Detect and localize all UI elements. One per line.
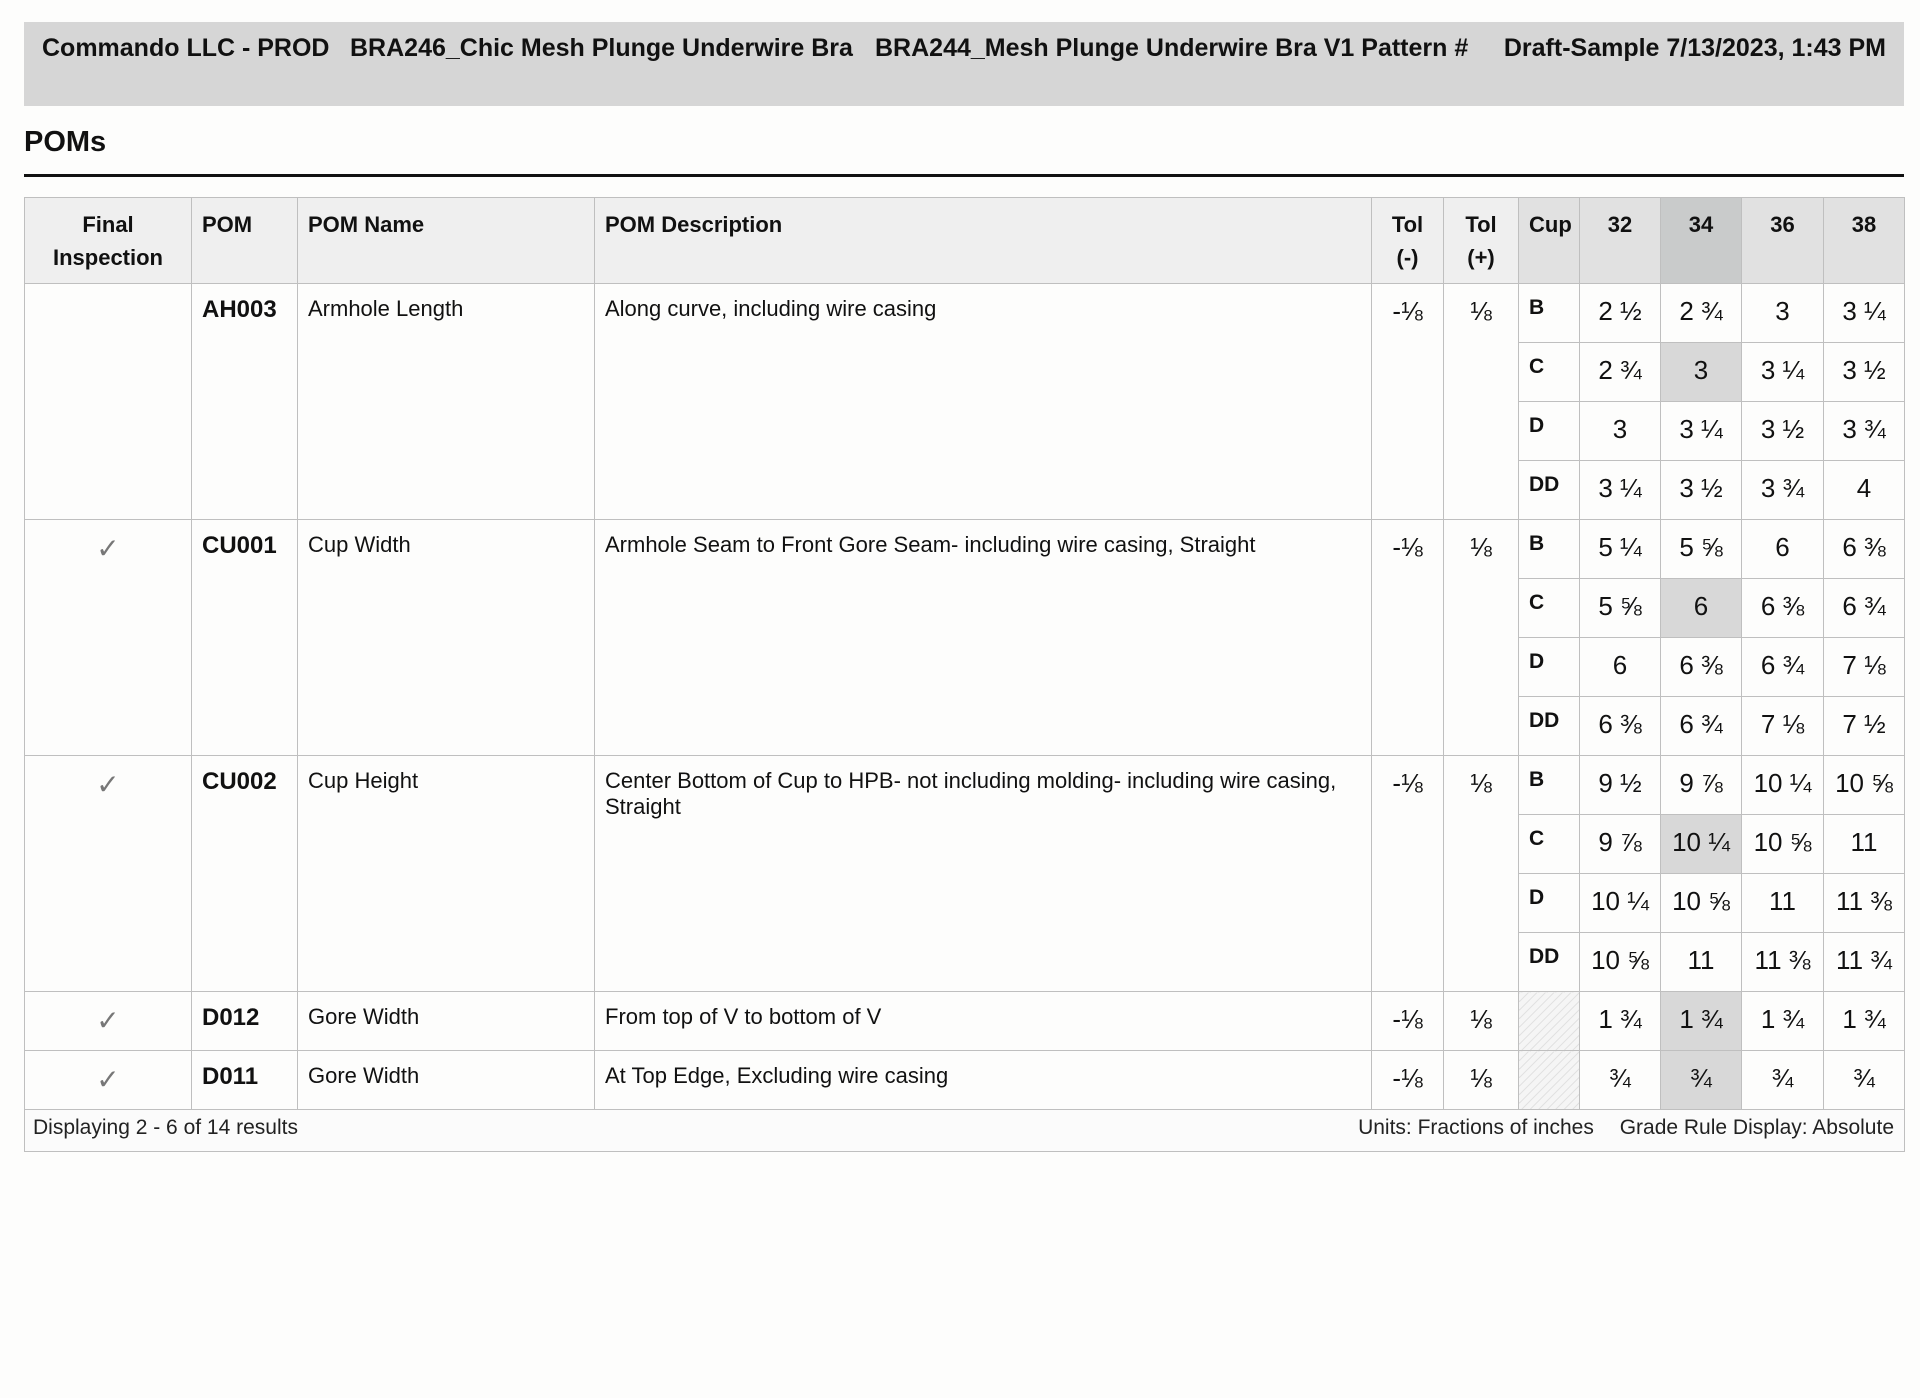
- measurement-value: 1 ¾: [1742, 992, 1824, 1051]
- pom-description: At Top Edge, Excluding wire casing: [595, 1051, 1372, 1110]
- tol-plus: ⅛: [1444, 992, 1519, 1051]
- measurement-value: 3 ¾: [1824, 402, 1905, 461]
- section-title: POMs: [24, 126, 107, 158]
- col-cup[interactable]: Cup: [1519, 198, 1580, 284]
- pom-code: CU002: [192, 756, 298, 992]
- measurement-value: 10 ¼: [1742, 756, 1824, 815]
- pom-name: Gore Width: [298, 992, 595, 1051]
- measurement-value: 11: [1742, 874, 1824, 933]
- measurement-value: 2 ½: [1580, 284, 1661, 343]
- pom-description: Armhole Seam to Front Gore Seam- including wire casing, Straight: [595, 520, 1372, 756]
- poms-table: [24, 197, 1905, 1152]
- tol-plus: ⅛: [1444, 1051, 1519, 1110]
- measurement-value: 11 ⅜: [1742, 933, 1824, 992]
- section-divider: [24, 174, 1904, 177]
- grade-rule-label: Grade Rule Display: Absolute: [1619, 1116, 1894, 1139]
- cup-label: C: [1519, 343, 1580, 402]
- results-count: Displaying 2 - 6 of 14 results: [33, 1116, 298, 1139]
- table-row: [25, 1051, 1905, 1110]
- tol-plus: ⅛: [1444, 284, 1519, 520]
- table-footer: [25, 1110, 1905, 1152]
- draft-status: Draft-Sample 7/13/2023, 1:43 PM: [1503, 34, 1886, 62]
- col-pom[interactable]: POM: [192, 198, 298, 284]
- measurement-value: 10 ⅝: [1742, 815, 1824, 874]
- measurement-value: 3: [1742, 284, 1824, 343]
- tol-minus: -⅛: [1372, 992, 1444, 1051]
- table-row: [25, 756, 1905, 815]
- measurement-value: 11: [1824, 815, 1905, 874]
- measurement-value: ¾: [1824, 1051, 1905, 1110]
- tol-minus: -⅛: [1372, 756, 1444, 992]
- measurement-value: 2 ¾: [1580, 343, 1661, 402]
- inspection-check-icon[interactable]: ✓: [25, 520, 192, 756]
- cup-label: B: [1519, 284, 1580, 343]
- inspection-check-icon[interactable]: ✓: [25, 756, 192, 992]
- measurement-value: 6: [1742, 520, 1824, 579]
- footer-cell: [25, 1110, 1905, 1152]
- col-size[interactable]: 38: [1824, 198, 1905, 284]
- footer-meta: [1338, 1116, 1894, 1140]
- measurement-value: 6 ⅜: [1742, 579, 1824, 638]
- pom-name: Gore Width: [298, 1051, 595, 1110]
- measurement-value: 6 ⅜: [1661, 638, 1742, 697]
- document-header: [24, 22, 1904, 106]
- measurement-value: 1 ¾: [1580, 992, 1661, 1051]
- measurement-value: 6 ¾: [1742, 638, 1824, 697]
- measurement-value: 6 ¾: [1824, 579, 1905, 638]
- pom-code: D011: [192, 1051, 298, 1110]
- pom-description: From top of V to bottom of V: [595, 992, 1372, 1051]
- measurement-value: 5 ¼: [1580, 520, 1661, 579]
- cup-label: DD: [1519, 933, 1580, 992]
- cup-label: C: [1519, 579, 1580, 638]
- tol-minus: -⅛: [1372, 520, 1444, 756]
- measurement-value: 3 ¼: [1661, 402, 1742, 461]
- measurement-value: 9 ⅞: [1580, 815, 1661, 874]
- measurement-value: ¾: [1742, 1051, 1824, 1110]
- pom-name: Cup Width: [298, 520, 595, 756]
- inspection-check-icon[interactable]: ✓: [25, 1051, 192, 1110]
- measurement-value: 9 ⅞: [1661, 756, 1742, 815]
- measurement-value: 4: [1824, 461, 1905, 520]
- measurement-value-base: 1 ¾: [1661, 992, 1742, 1051]
- cup-label: B: [1519, 520, 1580, 579]
- measurement-value: 2 ¾: [1661, 284, 1742, 343]
- measurement-value: 3 ¼: [1580, 461, 1661, 520]
- pom-name: Armhole Length: [298, 284, 595, 520]
- measurement-value: 6 ⅜: [1824, 520, 1905, 579]
- measurement-value: 3 ¾: [1742, 461, 1824, 520]
- measurement-value: 6: [1580, 638, 1661, 697]
- pattern-name: BRA244_Mesh Plunge Underwire Bra V1 Pattern #: [875, 34, 1469, 62]
- measurement-value: 3: [1580, 402, 1661, 461]
- col-final-inspection[interactable]: Final Inspection: [25, 198, 192, 284]
- pom-description: Center Bottom of Cup to HPB- not including molding- including wire casing, Straight: [595, 756, 1372, 992]
- col-size-selected[interactable]: 34: [1661, 198, 1742, 284]
- cup-label: C: [1519, 815, 1580, 874]
- cup-label: B: [1519, 756, 1580, 815]
- measurement-value: 7 ⅛: [1742, 697, 1824, 756]
- units-label: Units: Fractions of inches: [1358, 1116, 1594, 1139]
- measurement-value: 11 ¾: [1824, 933, 1905, 992]
- cup-label: D: [1519, 402, 1580, 461]
- measurement-value: 1 ¾: [1824, 992, 1905, 1051]
- cup-label: D: [1519, 874, 1580, 933]
- pom-name: Cup Height: [298, 756, 595, 992]
- measurement-value: 3 ½: [1661, 461, 1742, 520]
- measurement-value: 6 ¾: [1661, 697, 1742, 756]
- cup-empty: [1519, 992, 1580, 1051]
- col-size[interactable]: 36: [1742, 198, 1824, 284]
- pom-description: Along curve, including wire casing: [595, 284, 1372, 520]
- cup-label: DD: [1519, 697, 1580, 756]
- pom-code: CU001: [192, 520, 298, 756]
- measurement-value: 10 ⅝: [1824, 756, 1905, 815]
- measurement-value: 10 ⅝: [1580, 933, 1661, 992]
- measurement-value: 7 ⅛: [1824, 638, 1905, 697]
- cup-empty: [1519, 1051, 1580, 1110]
- col-size[interactable]: 32: [1580, 198, 1661, 284]
- tol-minus: -⅛: [1372, 1051, 1444, 1110]
- measurement-value: 5 ⅝: [1661, 520, 1742, 579]
- table-row: [25, 992, 1905, 1051]
- measurement-value: 7 ½: [1824, 697, 1905, 756]
- cup-label: DD: [1519, 461, 1580, 520]
- table-row: [25, 520, 1905, 579]
- measurement-value-base: 6: [1661, 579, 1742, 638]
- measurement-value: 9 ½: [1580, 756, 1661, 815]
- col-pom-name[interactable]: POM Name: [298, 198, 595, 284]
- style-name: BRA246_Chic Mesh Plunge Underwire Bra: [350, 34, 853, 62]
- tol-plus: ⅛: [1444, 756, 1519, 992]
- measurement-value: 6 ⅜: [1580, 697, 1661, 756]
- inspection-check-icon[interactable]: [25, 284, 192, 520]
- measurement-value: 3 ¼: [1824, 284, 1905, 343]
- measurement-value-base: 10 ¼: [1661, 815, 1742, 874]
- measurement-value: 10 ¼: [1580, 874, 1661, 933]
- col-tol-minus[interactable]: Tol (-): [1372, 198, 1444, 284]
- measurement-value: 5 ⅝: [1580, 579, 1661, 638]
- measurement-value: ¾: [1580, 1051, 1661, 1110]
- company-name: Commando LLC - PROD: [42, 34, 330, 62]
- tol-plus: ⅛: [1444, 520, 1519, 756]
- measurement-value: 3 ½: [1742, 402, 1824, 461]
- table-header-row: [25, 198, 1905, 284]
- measurement-value-base: ¾: [1661, 1051, 1742, 1110]
- table-row: [25, 284, 1905, 343]
- col-tol-plus[interactable]: Tol (+): [1444, 198, 1519, 284]
- measurement-value: 11: [1661, 933, 1742, 992]
- pom-code: AH003: [192, 284, 298, 520]
- measurement-value: 10 ⅝: [1661, 874, 1742, 933]
- tol-minus: -⅛: [1372, 284, 1444, 520]
- col-pom-description[interactable]: POM Description: [595, 198, 1372, 284]
- measurement-value: 3 ¼: [1742, 343, 1824, 402]
- inspection-check-icon[interactable]: ✓: [25, 992, 192, 1051]
- pom-code: D012: [192, 992, 298, 1051]
- measurement-value-base: 3: [1661, 343, 1742, 402]
- measurement-value: 11 ⅜: [1824, 874, 1905, 933]
- cup-label: D: [1519, 638, 1580, 697]
- measurement-value: 3 ½: [1824, 343, 1905, 402]
